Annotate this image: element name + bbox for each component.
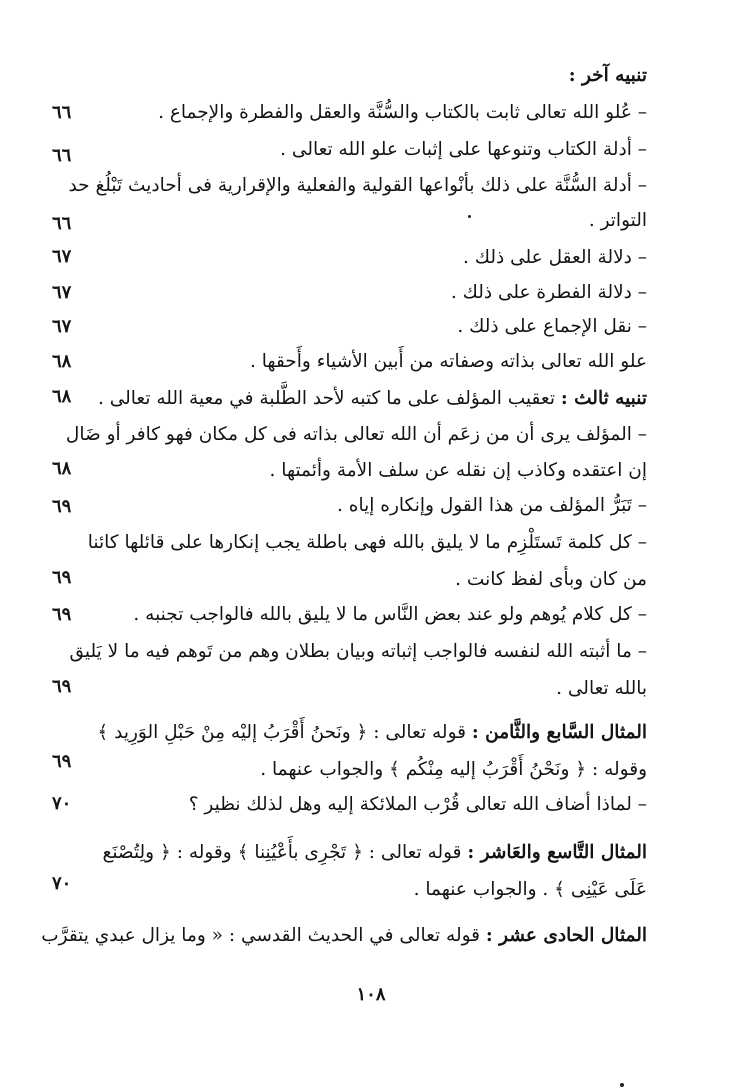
page-ref: ٦٩ bbox=[52, 567, 72, 588]
toc-line: – عُلو الله تعالى ثابت بالكتاب والسُّنَّة والعقل والفطرة والإجماع . bbox=[158, 102, 647, 123]
page-ref: ٦٦ bbox=[52, 213, 72, 234]
page-ref: ٦٩ bbox=[52, 604, 72, 625]
toc-line: – تَبَرُّ المؤلف من هذا القول وإنكاره إياه . bbox=[337, 495, 647, 516]
page-ref: ٦٨ bbox=[52, 458, 72, 479]
toc-line: – أدلة السُّنَّة على ذلك بأنْواعها القولية والفعلية والإقرارية فى أحاديث تَبْلُغ حد bbox=[68, 175, 647, 196]
page-ref: ٦٧ bbox=[52, 246, 72, 267]
toc-line: – دلالة العقل على ذلك . bbox=[463, 247, 647, 268]
toc-line: تنبيه ثالث : تعقيب المؤلف على ما كتبه لأحد الطَّلبة في معية الله تعالى . bbox=[97, 388, 647, 409]
toc-line: علو الله تعالى بذاته وصفاته من أَبين الأشياء وأَحقها . bbox=[250, 351, 647, 372]
toc-line: – ما أثبته الله لنفسه فالواجب إثباته وبيان بطلان وهم من تَوهم فيه ما لا يَليق bbox=[69, 641, 647, 662]
toc-line: التواتر . bbox=[588, 210, 647, 231]
page-number: ١٠٨ bbox=[356, 984, 386, 1005]
toc-line: من كان وبأى لفظ كانت . bbox=[455, 569, 647, 590]
toc-line: – أدلة الكتاب وتنوعها على إثبات علو الله تعالى . bbox=[280, 139, 647, 160]
page-ref: ٦٨ bbox=[52, 351, 72, 372]
scan-speck bbox=[620, 1083, 624, 1087]
page-ref: ٦٧ bbox=[52, 282, 72, 303]
page-ref: ٦٧ bbox=[52, 316, 72, 337]
page-ref: ٧٠ bbox=[52, 873, 72, 894]
toc-line: – كل كلام يُوهم ولو عند بعض النَّاس ما لا يليق بالله فالواجب تجنبه . bbox=[133, 604, 647, 625]
page-ref: ٦٦ bbox=[52, 102, 72, 123]
toc-line: إن اعتقده وكاذب إن نقله عن سلف الأمة وأئمتها . bbox=[269, 460, 647, 481]
page-ref: ٦٩ bbox=[52, 496, 72, 517]
scan-speck bbox=[468, 215, 471, 218]
toc-line: وقوله : ﴿ ونَحْنُ أَقْرَبُ إليه مِنْكُم ﴾ والجواب عنهما . bbox=[260, 759, 647, 780]
page-ref: ٦٦ bbox=[52, 145, 72, 166]
toc-line: المثال الحادى عشر : قوله تعالى في الحديث القدسي : « وما يزال عبدي يتقرَّب bbox=[41, 925, 647, 946]
page-ref: ٦٨ bbox=[52, 386, 72, 407]
heading-another-note: تنبيه آخر : bbox=[568, 65, 647, 86]
toc-line: بالله تعالى . bbox=[556, 678, 647, 699]
toc-line: عَلَى عَيْنِى ﴾ . والجواب عنهما . bbox=[413, 879, 647, 900]
toc-line: – دلالة الفطرة على ذلك . bbox=[450, 282, 647, 303]
page-ref: ٦٩ bbox=[52, 751, 72, 772]
toc-line: – لماذا أضاف الله تعالى قُرْب الملائكة إليه وهل لذلك نظير ؟ bbox=[188, 794, 647, 815]
toc-line: المثال التَّاسع والعَاشر : قوله تعالى : ﴿ تَجْرِى بأَعْيُنِنا ﴾ وقوله : ﴿ ولِتُصْنَع bbox=[102, 842, 647, 863]
page-ref: ٧٠ bbox=[52, 793, 72, 814]
toc-line: – كل كلمة تَستَلْزِم ما لا يليق بالله فهى باطلة يجب إنكارها على قائلها كائنا bbox=[87, 532, 647, 553]
toc-line: – المؤلف يرى أن من زعَم أن الله تعالى بذاته فى كل مكان فهو كافر أو ضَال bbox=[65, 424, 647, 445]
toc-line: – نقل الإجماع على ذلك . bbox=[457, 316, 647, 337]
toc-line: المثال السَّابع والثَّامن : قوله تعالى : ﴿ ونَحنُ أَقْرَبُ إليْه مِنْ حَبْلِ الوَرِيد ﴾ bbox=[97, 722, 647, 743]
page-ref: ٦٩ bbox=[52, 676, 72, 697]
